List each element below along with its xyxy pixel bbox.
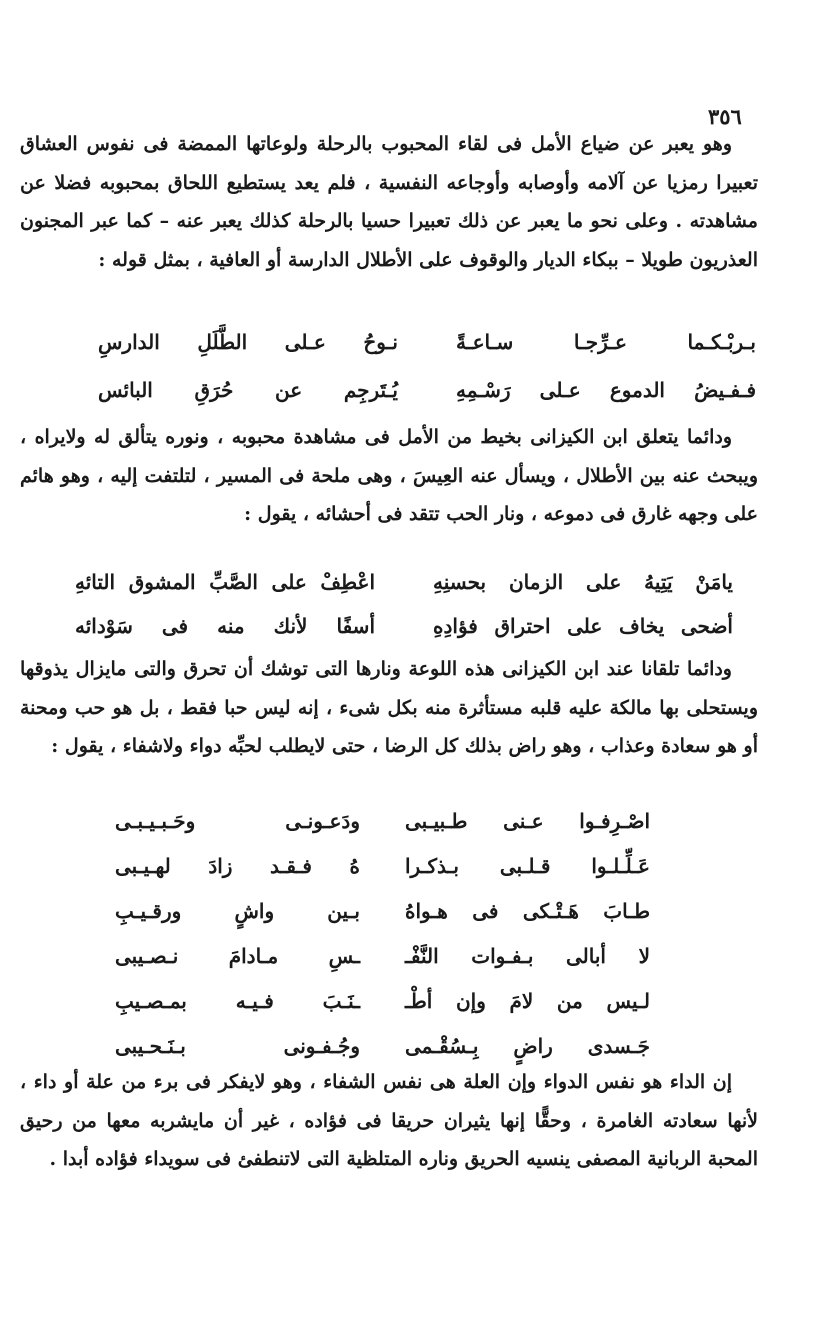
verse-first-hemistich: جَـسدى راضٍ بِـسُقْـمى [405,1033,650,1058]
poem-verse [75,560,733,604]
verse-first-hemistich: يامَنْ يَتِيهُ على الزمان بحسنِهِ [433,570,733,594]
poem-verse [98,318,756,366]
verse-second-hemistich: يُـتَرجِم عن حُرَقِ البائس [98,378,398,402]
paragraph-text: إن الداء هو نفس الدواء وإن العلة هى نفس الشفاء ، وهو لايفكر فى برء من علة أو داء ، لأنها سعادته الغامرة ، وحقًّا إنها يثيران حريقا فى فؤاده ، غير أن مايشربه معها من رحيق المحبة الربانية المصفى ينسيه الحريق وناره المتلظية التى لاتنطفئ فى سويداء فؤاده أبدا . [20,1071,758,1170]
verse-first-hemistich: لا أبالى بـفـوات النَّفْـ [405,943,650,968]
poem-verse [115,978,650,1023]
verse-first-hemistich: فـفـيضُ الدموع عـلى رَسْـمِهِ [456,378,756,402]
verse-second-hemistich: أسفًا لأنك منه فى سَوْدائه [75,614,375,638]
poem-verse [98,366,756,414]
poem-3 [115,798,650,1068]
poem-verse [75,604,733,648]
poem-verse [115,1023,650,1068]
verse-second-hemistich: وجُـفـونى بـنَـحـيبى [115,1033,360,1058]
paragraph-text: ودائما يتعلق ابن الكيزانى بخيط من الأمل فى مشاهدة محبوبه ، ونوره يتألق له ولايراه ، ويبحث عنه بين الأطلال ، ويسأل عنه العِيسَ ، وهى ملحة فى المسير ، لتلتفت إليه ، وهو هائم على وجهه غارق فى دموعه ، ونار الحب تتقد فى أحشائه ، يقول : [20,426,758,525]
poem-1 [98,318,756,414]
verse-second-hemistich: نـوحُ عـلى الطَّلَلِ الدارسِ [98,330,398,354]
paragraph-1 [20,125,758,279]
paragraph-text: ودائما تلقانا عند ابن الكيزانى هذه اللوعة ونارها التى توشك أن تحرق والتى مايزال يذوقها ويستحلى بها مالكة عليه قلبه مستأثرة منه بكل شىء ، إنه ليس حبا فقط ، بل هو حب ومحنة أو هو سعادة وعذاب ، وهو راض بذلك كل الرضا ، حتى لايطلب لحبِّه دواء ولاشفاء ، يقول : [20,658,758,757]
verse-second-hemistich: بـين واشٍ ورقـيـبِ [115,898,360,923]
verse-second-hemistich: هُ فـقـد زادَ لهـيـبى [115,853,360,878]
verse-first-hemistich: بـربْـكـما عـرِّجـا سـاعـةً [456,330,756,354]
verse-first-hemistich: اصْـرِفـوا عـنى طـبيـبى [405,808,650,833]
poem-verse [115,933,650,978]
page-number: ٣٥٦ [708,104,742,129]
poem-verse [115,843,650,888]
poem-verse [115,888,650,933]
verse-second-hemistich: ـنَـبَ فـيـه بمـصـيبِ [115,988,360,1013]
verse-second-hemistich: ـسِ مـادامَ نـصـيبى [115,943,360,968]
poem-2 [75,560,733,648]
paragraph-4 [20,1063,758,1179]
paragraph-3 [20,650,758,766]
verse-first-hemistich: لـيس من لامَ وإن أطْـ [405,988,650,1013]
verse-second-hemistich: ودَعـونـى وحَـبـيـبـى [115,808,360,833]
verse-second-hemistich: اعْطِفْ على الصَّبِّ المشوق التائهِ [75,570,375,594]
poem-verse [115,798,650,843]
paragraph-2 [20,418,758,534]
paragraph-text: وهو يعبر عن ضياع الأمل فى لقاء المحبوب بالرحلة ولوعاتها الممضة فى نفوس العشاق تعبيرا رمزيا عن آلامه وأوصابه وأوجاعه النفسية ، فلم يعد يستطيع اللحاق بمحبوبه فضلا عن مشاهدته . وعلى نحو ما يعبر عن ذلك تعبيرا حسيا بالرحلة كذلك يعبر عنه – كما عبر المجنون العذريون طويلا – ببكاء الديار والوقوف على الأطلال الدارسة أو العافية ، بمثل قوله : [20,133,758,271]
verse-first-hemistich: طـابَ هَـتْـكى فى هـواهُ [405,898,650,923]
verse-first-hemistich: عَـلِّـلـوا قـلـبى بـذكـرا [405,853,650,878]
verse-first-hemistich: أضحى يخاف على احتراق فؤادِهِ [433,614,733,638]
